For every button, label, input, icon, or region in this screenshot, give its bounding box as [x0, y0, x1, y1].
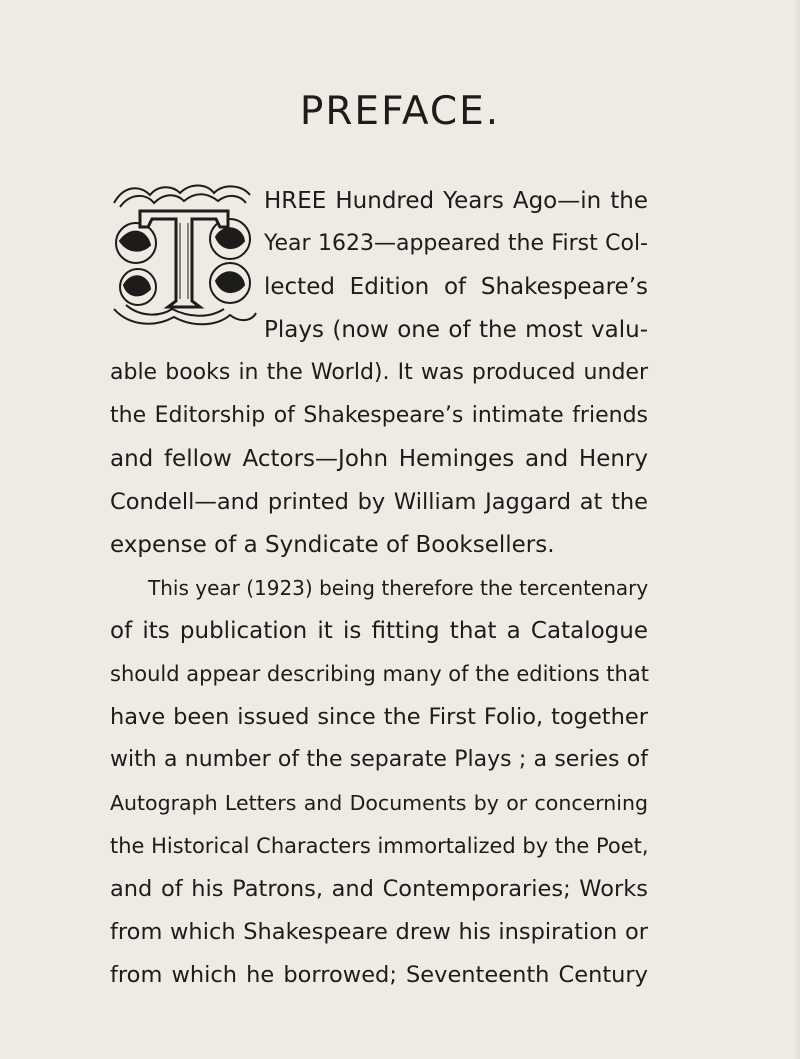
text-line: and fellow Actors—John Heminges and Henry [110, 446, 648, 472]
text-line: expense of a Syndicate of Booksellers. [110, 532, 555, 558]
text-line: from which Shakespeare drew his inspiration or [110, 919, 648, 945]
text-line: of its publication it is fitting that a Catalogue [110, 618, 648, 644]
text-line: with a number of the separate Plays ; a series of [110, 747, 648, 772]
text-line: the Historical Characters immortalized by the Poet, [110, 834, 649, 858]
text-line: should appear describing many of the editions that [110, 662, 649, 686]
text-line: This year (1923) being therefore the tercentenary [148, 576, 649, 600]
page-title: PREFACE. [299, 89, 501, 134]
text-line: lected Edition of Shakespeare’s [264, 274, 648, 300]
ornamental-drop-cap [110, 181, 258, 329]
text-line: Year 1623—appeared the First Col- [264, 231, 648, 256]
text-line: from which he borrowed; Seventeenth Century [110, 962, 648, 988]
text-line: have been issued since the First Folio, together [110, 704, 648, 730]
text-line: the Editorship of Shakespeare’s intimate friends [110, 403, 648, 428]
page-edge-shadow [794, 0, 800, 1059]
text-line: HREE Hundred Years Ago—in the [264, 188, 648, 214]
text-line: and of his Patrons, and Contemporaries; Works [110, 876, 648, 902]
text-line: Condell—and printed by William Jaggard at the [110, 489, 648, 515]
text-line: able books in the World). It was produced under [110, 360, 648, 385]
text-line: Autograph Letters and Documents by or concerning [110, 791, 648, 815]
text-line: Plays (now one of the most valu- [264, 317, 648, 343]
